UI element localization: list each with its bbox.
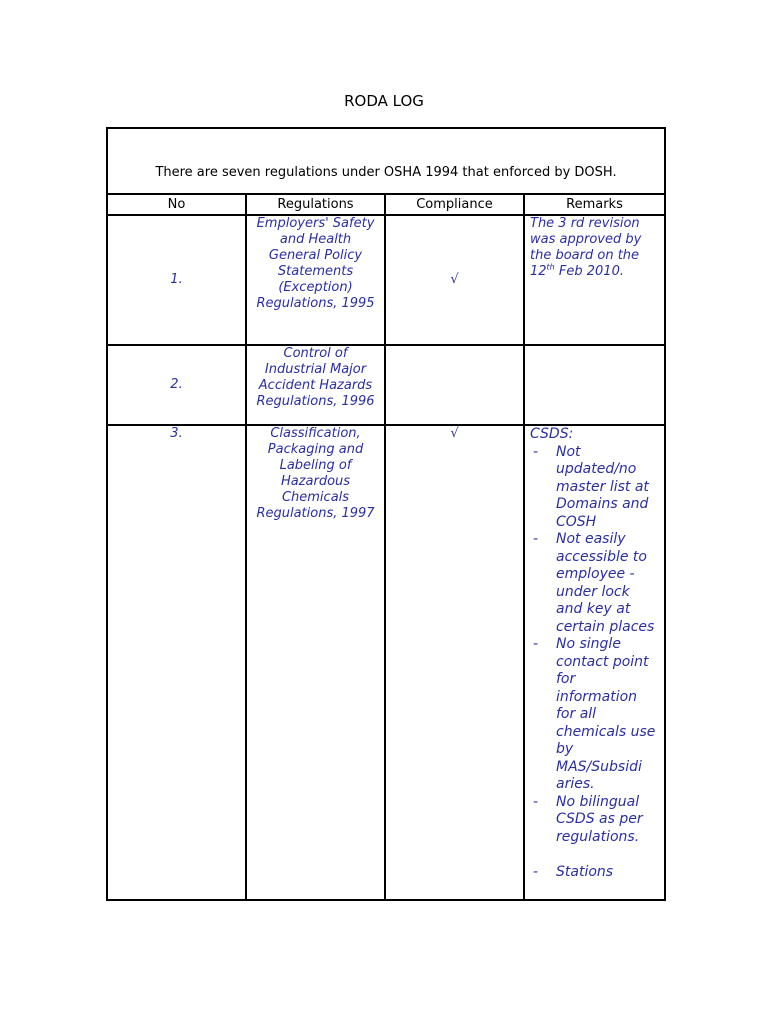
header-compliance: Compliance bbox=[385, 194, 524, 215]
regulation-cell bbox=[246, 345, 385, 425]
regulation-text: Classification, Packaging and Labeling of Hazardous Chemicals Regulations, 1997 bbox=[256, 426, 375, 521]
list-item bbox=[530, 531, 660, 636]
row-number: 1. bbox=[107, 215, 246, 345]
regulation-text: Control of Industrial Major Accident Hazards Regulations, 1996 bbox=[256, 346, 375, 409]
compliance-check: √ bbox=[385, 215, 524, 345]
header-row bbox=[107, 194, 665, 215]
row-number: 3. bbox=[107, 425, 246, 900]
document-title: RODA LOG bbox=[344, 92, 424, 110]
remarks-list bbox=[530, 444, 660, 847]
compliance-check: √ bbox=[385, 425, 524, 900]
regulation-text: Employers' Safety and Health General Policy Statements (Exception) Regulations, 1995 bbox=[256, 216, 375, 311]
dash-bullet-icon: - bbox=[533, 443, 539, 460]
remarks-text bbox=[530, 216, 660, 280]
header-no: No bbox=[107, 194, 246, 215]
header-remarks: Remarks bbox=[524, 194, 665, 215]
spacer bbox=[530, 846, 660, 864]
dash-bullet-icon: - bbox=[533, 793, 539, 810]
intro-cell bbox=[107, 128, 665, 194]
list-item-text: Stations bbox=[556, 864, 614, 880]
regulation-cell bbox=[246, 215, 385, 345]
dash-bullet-icon: - bbox=[533, 531, 539, 547]
table-row bbox=[107, 215, 665, 345]
table-row bbox=[107, 345, 665, 425]
remarks-list-continued bbox=[530, 864, 660, 882]
remarks-label: CSDS: bbox=[530, 426, 574, 442]
list-item bbox=[530, 864, 660, 882]
table-row bbox=[107, 425, 665, 900]
list-item bbox=[530, 444, 660, 532]
remarks-cell bbox=[524, 215, 665, 345]
header-regulations: Regulations bbox=[246, 194, 385, 215]
regulation-cell bbox=[246, 425, 385, 900]
remarks-superscript: th bbox=[546, 262, 555, 272]
remarks-cell bbox=[524, 425, 665, 900]
remarks-cell bbox=[524, 345, 665, 425]
list-item bbox=[530, 794, 660, 847]
intro-row bbox=[107, 128, 665, 194]
dash-bullet-icon: - bbox=[533, 864, 539, 880]
intro-text: There are seven regulations under OSHA 1994 that enforced by DOSH. bbox=[155, 164, 617, 180]
regulations-table bbox=[106, 127, 666, 901]
dash-bullet-icon: - bbox=[533, 636, 539, 652]
remarks-text-start: The 3 rd revision was approved by the board on the 12 bbox=[530, 216, 642, 279]
list-item-text: No single contact point for information for all chemicals use by MAS/Subsidi aries. bbox=[556, 636, 656, 792]
remarks-text-end: Feb 2010. bbox=[554, 264, 624, 279]
list-item-text: No bilingual CSDS as per regulations. bbox=[556, 793, 643, 845]
list-item-text: Not easily accessible to employee - under lock and key at certain places bbox=[556, 531, 655, 635]
list-item bbox=[530, 636, 660, 794]
row-number: 2. bbox=[107, 345, 246, 425]
list-item-text: Not updated/no master list at Domains and COSH bbox=[556, 443, 649, 530]
compliance-check bbox=[385, 345, 524, 425]
